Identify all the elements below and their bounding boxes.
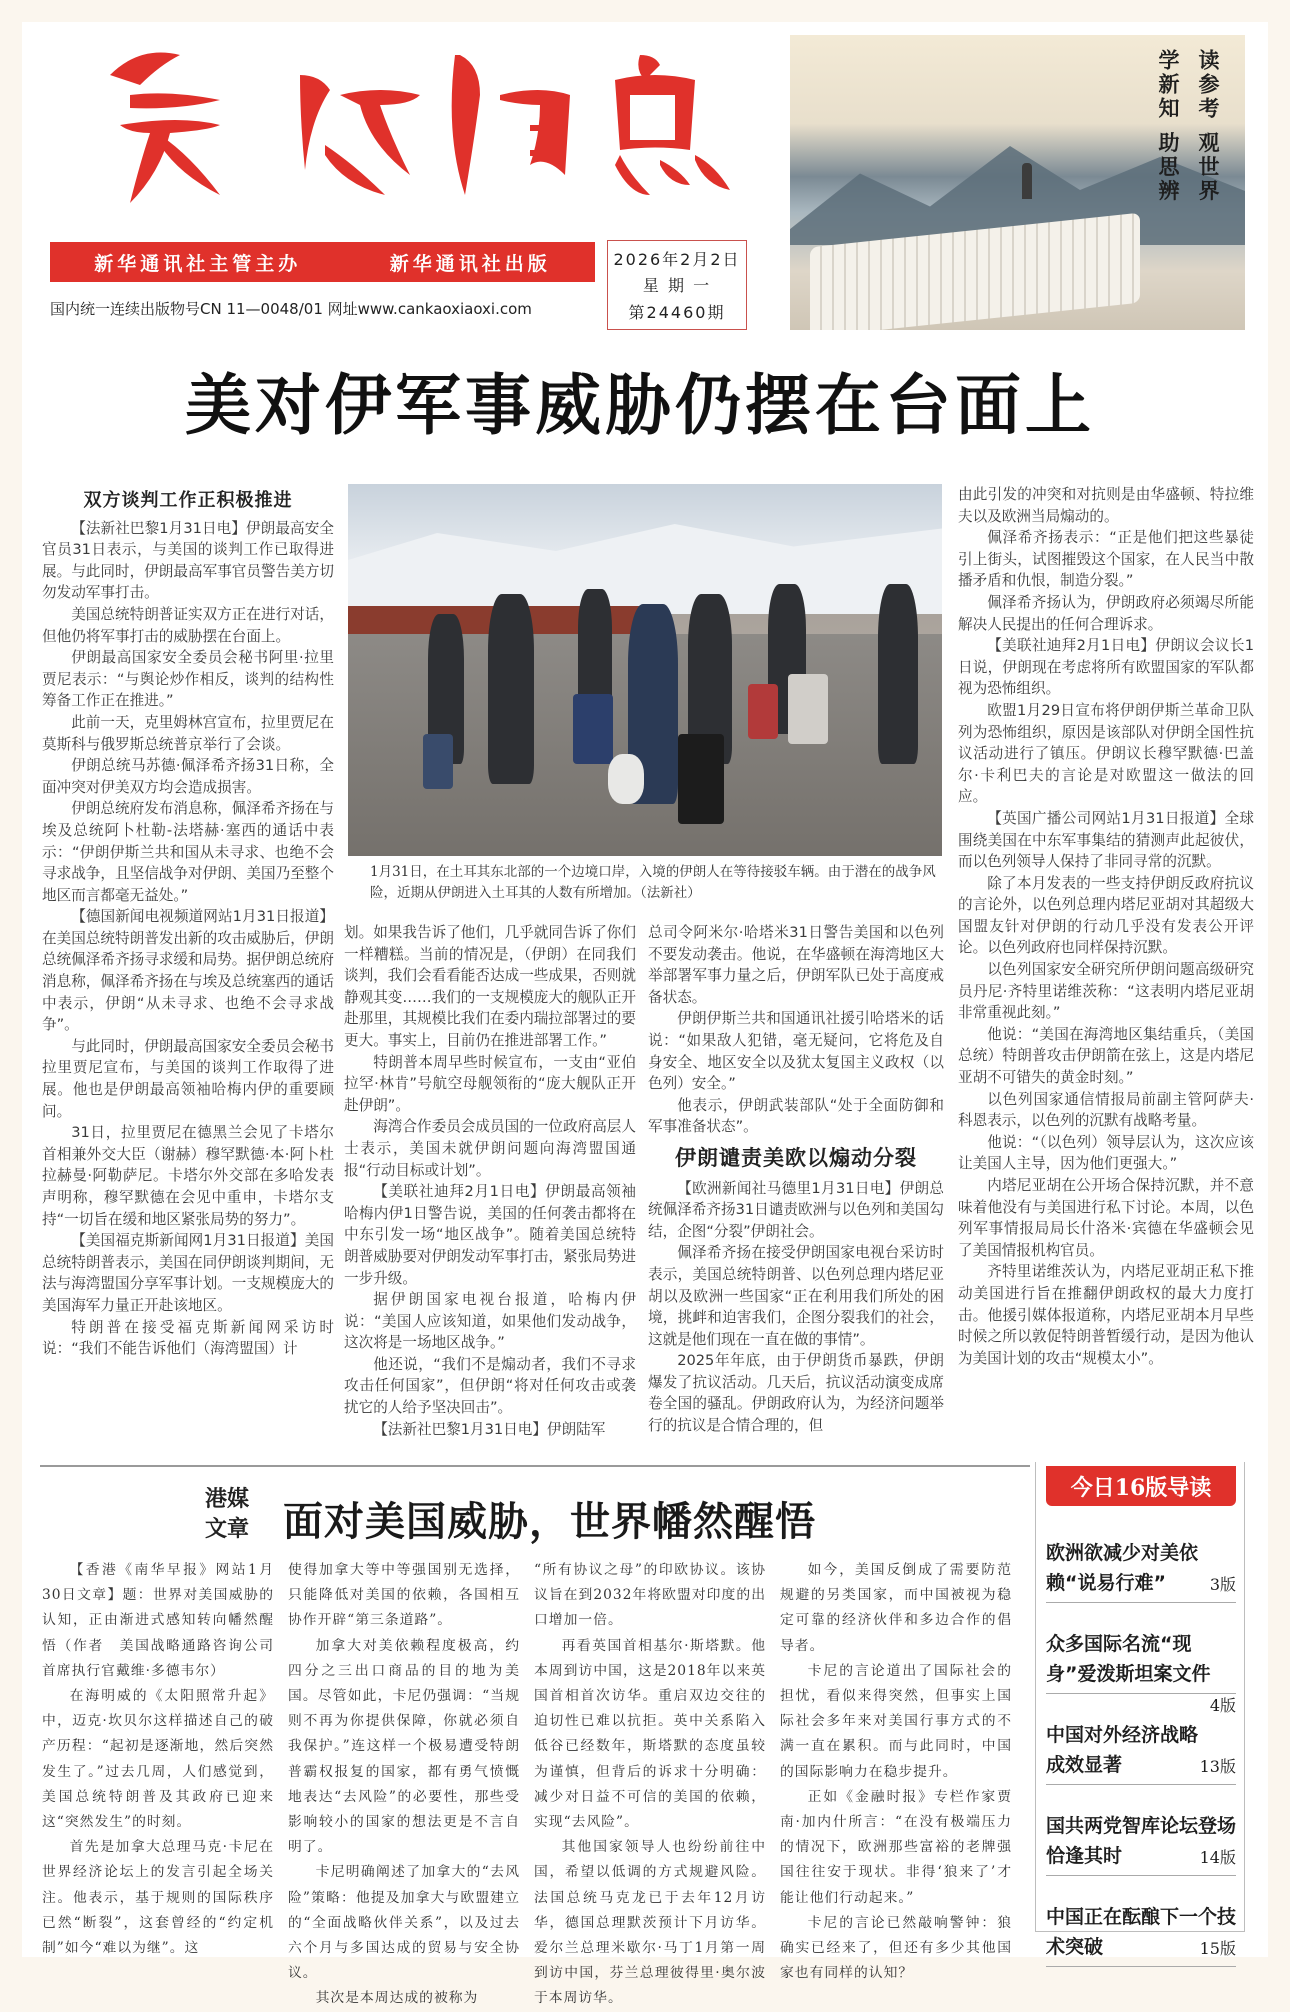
paragraph: 如今，美国反倒成了需要防范规避的另类国家，而中国被视为稳定可靠的经济伙伴和多边合作的倡导者。 [780,1562,1012,1654]
lead-column-3 [648,922,944,1437]
suitcase [573,694,613,764]
subhead-talks-progress: 双方谈判工作正积极推进 [83,490,293,511]
person-figure [878,584,918,764]
hk-story-title: 面对美国威胁，世界幡然醒悟 [283,1498,816,1545]
guide-item[interactable] [1046,1805,1236,1876]
hk-media-label [205,1485,249,1545]
hk-label-line1: 港媒 [205,1487,250,1512]
paragraph: 卡尼的言论道出了国际社会的担忧，看似来得突然，但事实上国际社会多年来对美国行事方式的不满一直在累积。而与此同时，中国的国际影响力在稳步提升。 [780,1662,1012,1780]
guide-item-title: 中国对外经济战略成效显著 [1046,1724,1199,1776]
guide-item-page: 13版 [1199,1757,1236,1776]
paragraph: 卡尼的言论已然敲响警钟：狼确实已经来了，但还有多少其他国家也有同样的认知？ [780,1914,1012,1982]
masthead-logo [70,35,750,205]
paragraph: 【德国新闻电视频道网站1月31日报道】在美国总统特朗普发出新的攻击威胁后，伊朗总统佩泽希齐扬寻求缓和局势。据伊朗总统府消息称，佩泽希齐扬在与埃及总统塞西的通话中表示，伊朗“从未寻求、也绝不会寻求战争”。 [42,908,334,1034]
paragraph: 2025年年底，由于伊朗货币暴跌，伊朗爆发了抗议活动。几天后，抗议活动演变成席卷全国的骚乱。伊朗政府认为，为经济问题举行的抗议是合情合理的，但 [648,1352,944,1435]
paragraph: 海湾合作委员会成员国的一位政府高层人士表示，美国未就伊朗问题向海湾盟国通报“行动目标或计划”。 [344,1118,636,1179]
paragraph: 【美联社迪拜2月1日电】伊朗议会议长1日说，伊朗现在考虑将所有欧盟国家的军队都视为恐怖组织。 [958,637,1254,698]
paragraph: 【法新社巴黎1月31日电】伊朗陆军 [373,1420,606,1438]
guide-item-page: 14版 [1199,1848,1236,1867]
paragraph: 【美联社迪拜2月1日电】伊朗最高领袖哈梅内伊1日警告说，美国的任何袭击都将在中东引发一场“地区战争”。随着美国总统特朗普威胁要对伊朗发动军事打击，紧张局势进一步升级。 [344,1183,636,1287]
paragraph: 伊朗总统府发布消息称，佩泽希齐扬在与埃及总统阿卜杜勒-法塔赫·塞西的通话中表示：“伊朗伊斯兰共和国从未寻求、也绝不会寻求战争，且坚信战争对伊朗、美国乃至整个地区而言都毫无益处。” [42,800,334,904]
hk-column-2 [288,1558,520,2012]
paragraph: 以色列国家通信情报局前副主管阿萨夫·科恩表示，以色列的沉默有战略考量。 [958,1090,1254,1130]
paragraph: 他还说，“我们不是煽动者，我们不寻求攻击任何国家”，但伊朗“将对任何攻击或袭扰它的人给予坚决回击”。 [344,1355,636,1417]
slogan-right: 读参考 观世界 [1196,49,1220,204]
section-divider [40,1465,1030,1467]
guide-list [1046,1532,1236,1987]
hk-column-3 [534,1558,766,2012]
slogan [853,49,1223,203]
paragraph: 伊朗最高国家安全委员会秘书阿里·拉里贾尼表示：“与舆论炒作相反，谈判的结构性筹备工作正在推进。” [42,649,334,710]
masthead-promo-image [790,35,1245,330]
paragraph: 此前一天，克里姆林宫宣布，拉里贾尼在莫斯科与俄罗斯总统普京举行了会谈。 [42,713,334,753]
lead-column-4 [958,484,1254,1369]
paragraph: 首先是加拿大总理马克·卡尼在世界经济论坛上的发言引起全场关注。他表示，基于规则的国际秩序已然“断裂”，这套曾经的“约定机制”如今“难以为继”。这 [42,1839,274,1957]
guide-item[interactable] [1046,1623,1236,1715]
guide-item-page: 3版 [1209,1575,1236,1594]
paragraph: 卡尼明确阐述了加拿大的“去风险”策略：他提及加拿大与欧盟建立的“全面战略伙伴关系”，以及过去六个月与多国达成的贸易与安全协议。 [288,1864,520,1982]
publisher-banner [50,242,595,282]
snowy-mountains [348,524,942,614]
calligraphy-title-icon [70,35,750,205]
paragraph: 正如《金融时报》专栏作家贾南·加内什所言：“在没有极端压力的情况下，欧洲那些富裕的老牌强国往往安于现状。非得‘狼来了’才能让他们行动起来。” [780,1788,1012,1906]
paragraph: 他说：“美国在海湾地区集结重兵，（美国总统）特朗普攻击伊朗箭在弦上，这是内塔尼亚胡不可错失的黄金时刻。” [958,1025,1254,1087]
slogan-left: 学新知 助思辨 [1156,49,1180,204]
paragraph: 其他国家领导人也纷纷前往中国，希望以低调的方式规避风险。法国总统马克龙已于去年12月访华，德国总理默茨预计下月访华。爱尔兰总理米歇尔·马丁1月第一周到访中国，芬兰总理彼得里·奥尔波于本周访华。 [534,1839,766,2007]
paragraph: 划。如果我告诉了他们，几乎就同告诉了你们一样糟糕。当前的情况是，（伊朗）在同我们谈判，我们会看看能否达成一些成果，否则就静观其变……我们的一支规模庞大的舰队正开赴那里，其规模比我们在委内瑞拉部署过的要更大。事实上，目前仍在推进部署工作。” [344,924,636,1049]
paragraph: 据伊朗国家电视台报道，哈梅内伊说：“美国人应该知道，如果他们发动战争，这次将是一场地区战争。” [344,1291,636,1352]
publisher-label-1: 新华通讯社主管主办 [94,252,302,275]
paragraph: 他说：“（以色列）领导层认为，这次应该让美国人主导，因为他们更强大。” [958,1133,1254,1173]
paragraph: 31日，拉里贾尼在德黑兰会见了卡塔尔首相兼外交大臣（谢赫）穆罕默德·本·阿卜杜拉赫曼·阿勒萨尼。卡塔尔外交部在多哈发表声明称，穆罕默德在会见中重申，卡塔尔支持“一切旨在缓和地区紧张局势的努力”。 [42,1124,334,1228]
paragraph: 在海明威的《太阳照常升起》中，迈克·坎贝尔这样描述自己的破产历程：“起初是逐渐地，然后突然发生了。”过去几周，人们感觉到，美国总统特朗普及其政府已迎来这“突然发生”的时刻。 [42,1688,274,1831]
paragraph: 由此引发的冲突和对抗则是由华盛顿、特拉维夫以及欧洲当局煽动的。 [958,486,1254,525]
paragraph: 美国总统特朗普证实双方正在进行对话，但他仍将军事打击的威胁摆在台面上。 [42,605,334,645]
paragraph: 总司令阿米尔·哈塔米31日警告美国和以色列不要发动袭击。他说，在华盛顿在海湾地区大举部署军事力量之后，伊朗军队已处于高度戒备状态。 [648,924,944,1006]
paragraph: 欧盟1月29日宣布将伊朗伊斯兰革命卫队列为恐怖组织，原因是该部队对伊朗全国性抗议活动进行了镇压。伊朗议长穆罕默德·巴盖尔·卡利巴夫的言论是对欧盟这一做法的回应。 [958,701,1254,806]
guide-title: 今日16版导读 [1046,1466,1236,1506]
border-crossing-photo [348,484,942,856]
paragraph: 与此同时，伊朗最高国家安全委员会秘书拉里贾尼宣布，与美国的谈判工作取得了进展。他也是伊朗最高领袖哈梅内伊的重要顾问。 [42,1037,334,1120]
hk-column-1 [42,1558,274,1961]
hk-column-4 [780,1558,1012,1986]
date-issue-box [607,240,747,330]
lead-column-1 [42,488,334,1360]
plastic-bag [608,754,644,804]
suitcase [748,684,778,739]
suitcase [423,734,453,789]
guide-item-title: 众多国际名流“现身”爱泼斯坦案文件 [1046,1633,1211,1685]
suitcase [678,734,724,824]
today-guide-box [1035,1462,1245,1958]
lead-column-2 [344,922,636,1440]
paragraph: 【英国广播公司网站1月31日报道】全球围绕美国在中东军事集结的猜测声此起彼伏，而以色列领导人保持了非同寻常的沉默。 [958,809,1254,871]
guide-item-page: 4版 [1209,1696,1236,1715]
paragraph: 齐特里诺维茨认为，内塔尼亚胡正私下推动美国进行旨在推翻伊朗政权的最大力度打击。他援引媒体报道称，内塔尼亚胡本月早些时候之所以敦促特朗普暂缓行动，是因为他认为美国计划的攻击“规模太小”。 [958,1263,1254,1367]
paragraph: 佩泽希齐扬认为，伊朗政府必须竭尽所能解决人民提出的任何合理诉求。 [958,593,1254,633]
issue-date: 2026年2月2日 [613,249,741,269]
guide-item[interactable] [1046,1532,1236,1603]
photo-caption: 1月31日，在土耳其东北部的一个边境口岸，入境的伊朗人在等待接驳车辆。由于潜在的战争风险，近期从伊朗进入土耳其的人数有所增加。（法新社） [370,864,936,901]
paragraph: “所有协议之母”的印欧协议。该协议旨在到2032年将欧盟对印度的出口增加一倍。 [534,1562,766,1629]
guide-item-title: 欧洲欲减少对美依赖“说易行难” [1046,1542,1199,1594]
paragraph: 伊朗伊斯兰共和国通讯社援引哈塔米的话说：“如果敌人犯错，毫无疑问，它将危及自身安全、地区安全以及犹太复国主义政权（以色列）安全。” [648,1010,944,1093]
registration-line: 国内统一连续出版物号CN 11—0048/01 网址www.cankaoxiaoxi.com [50,300,532,318]
paragraph: 特朗普在接受福克斯新闻网采访时说：“我们不能告诉他们（海湾盟国）计 [42,1318,334,1358]
paragraph: 其次是本周达成的被称为 [315,1990,479,2007]
paragraph: 再看英国首相基尔·斯塔默。他本周到访中国，这是2018年以来英国首相首次访华。重启双边交往的迫切性已难以抗拒。英中关系陷入低谷已经数年，斯塔默的态度虽较为谨慎，但背后的诉求十分明确：减少对日益不可信的美国的依赖，实现“去风险”。 [534,1637,766,1831]
paragraph: 他表示，伊朗武装部队“处于全面防御和军事准备状态”。 [648,1096,944,1136]
issue-weekday: 星 期 一 [642,276,712,296]
paragraph: 伊朗总统马苏德·佩泽希齐扬31日称，全面冲突对伊美双方均会造成损害。 [42,757,334,796]
paragraph: 使得加拿大等中等强国别无选择，只能降低对美国的依赖，各国相互协作开辟“第三条道路”。 [288,1562,520,1629]
paragraph: 【香港《南华早报》网站1月30日文章】题：世界对美国威胁的认知，正由渐进式感知转向幡然醒悟（作者 美国战略通路咨询公司首席执行官戴维·多德韦尔） [42,1562,274,1679]
issue-number: 第24460期 [628,303,726,323]
paragraph: 佩泽希齐扬表示：“正是他们把这些暴徒引上街头，试图摧毁这个国家，在人民当中散播矛盾和仇恨，制造分裂。” [958,529,1254,590]
guide-item-title: 国共两党智库论坛登场恰逢其时 [1046,1815,1237,1867]
guide-item[interactable] [1046,1714,1236,1785]
paragraph: 佩泽希齐扬在接受伊朗国家电视台采访时表示，美国总统特朗普、以色列总理内塔尼亚胡以及欧洲一些国家“正在利用我们所处的困境，挑衅和迫害我们，企图分裂我们的社会，这就是他们现在一直在做的事情”。 [648,1244,944,1348]
person-figure [488,594,534,784]
main-headline: 美对伊军事威胁仍摆在台面上 [185,367,1095,444]
subhead-iran-condemns: 伊朗谴责美欧以煽动分裂 [675,1145,917,1170]
paragraph: 内塔尼亚胡在公开场合保持沉默，并不意味着他没有与美国进行私下讨论。本周，以色列军事情报局局长什洛米·宾德在华盛顿会见了美国情报机构官员。 [958,1177,1254,1259]
guide-item-page: 15版 [1199,1939,1236,1958]
guide-item-title: 中国正在酝酿下一个技术突破 [1046,1906,1237,1958]
paragraph: 【美国福克斯新闻网1月31日报道】美国总统特朗普表示，美国在同伊朗谈判期间，无法与海湾盟国分享军事计划。一支规模庞大的美国海军力量正开赴该地区。 [42,1232,334,1314]
hk-label-line2: 文章 [205,1517,250,1542]
suitcase [788,674,828,744]
paragraph: 【法新社巴黎1月31日电】伊朗最高安全官员31日表示，与美国的谈判工作已取得进展。与此同时，伊朗最高军事官员警告美方切勿发动军事打击。 [42,519,334,602]
paragraph: 以色列国家安全研究所伊朗问题高级研究员丹尼·齐特里诺维茨称：“这表明内塔尼亚胡非常重视此刻。” [958,961,1254,1022]
guide-item[interactable] [1046,1896,1236,1967]
paragraph: 除了本月发表的一些支持伊朗反政府抗议的言论外，以色列总理内塔尼亚胡对其超级大国盟友针对伊朗的行动几乎没有发表公开评论。以色列政府也同样保持沉默。 [958,874,1254,957]
paragraph: 加拿大对美依赖程度极高，约四分之三出口商品的目的地为美国。尽管如此，卡尼仍强调：“当规则不再为你提供保障，你就必须自我保护。”连这样一个极易遭受特朗普霸权报复的国家，都有勇气愤慨地表达“去风险”的必要性，那些受影响较小的国家的想法更是不言自明了。 [288,1637,520,1856]
paragraph: 特朗普本周早些时候宣布，一支由“亚伯拉罕·林肯”号航空母舰领衔的“庞大舰队正开赴伊朗”。 [344,1053,636,1114]
publisher-label-2: 新华通讯社出版 [389,252,551,275]
paragraph: 【欧洲新闻社马德里1月31日电】伊朗总统佩泽希齐扬31日谴责欧洲与以色列和美国勾结，企图“分裂”伊朗社会。 [648,1179,944,1240]
